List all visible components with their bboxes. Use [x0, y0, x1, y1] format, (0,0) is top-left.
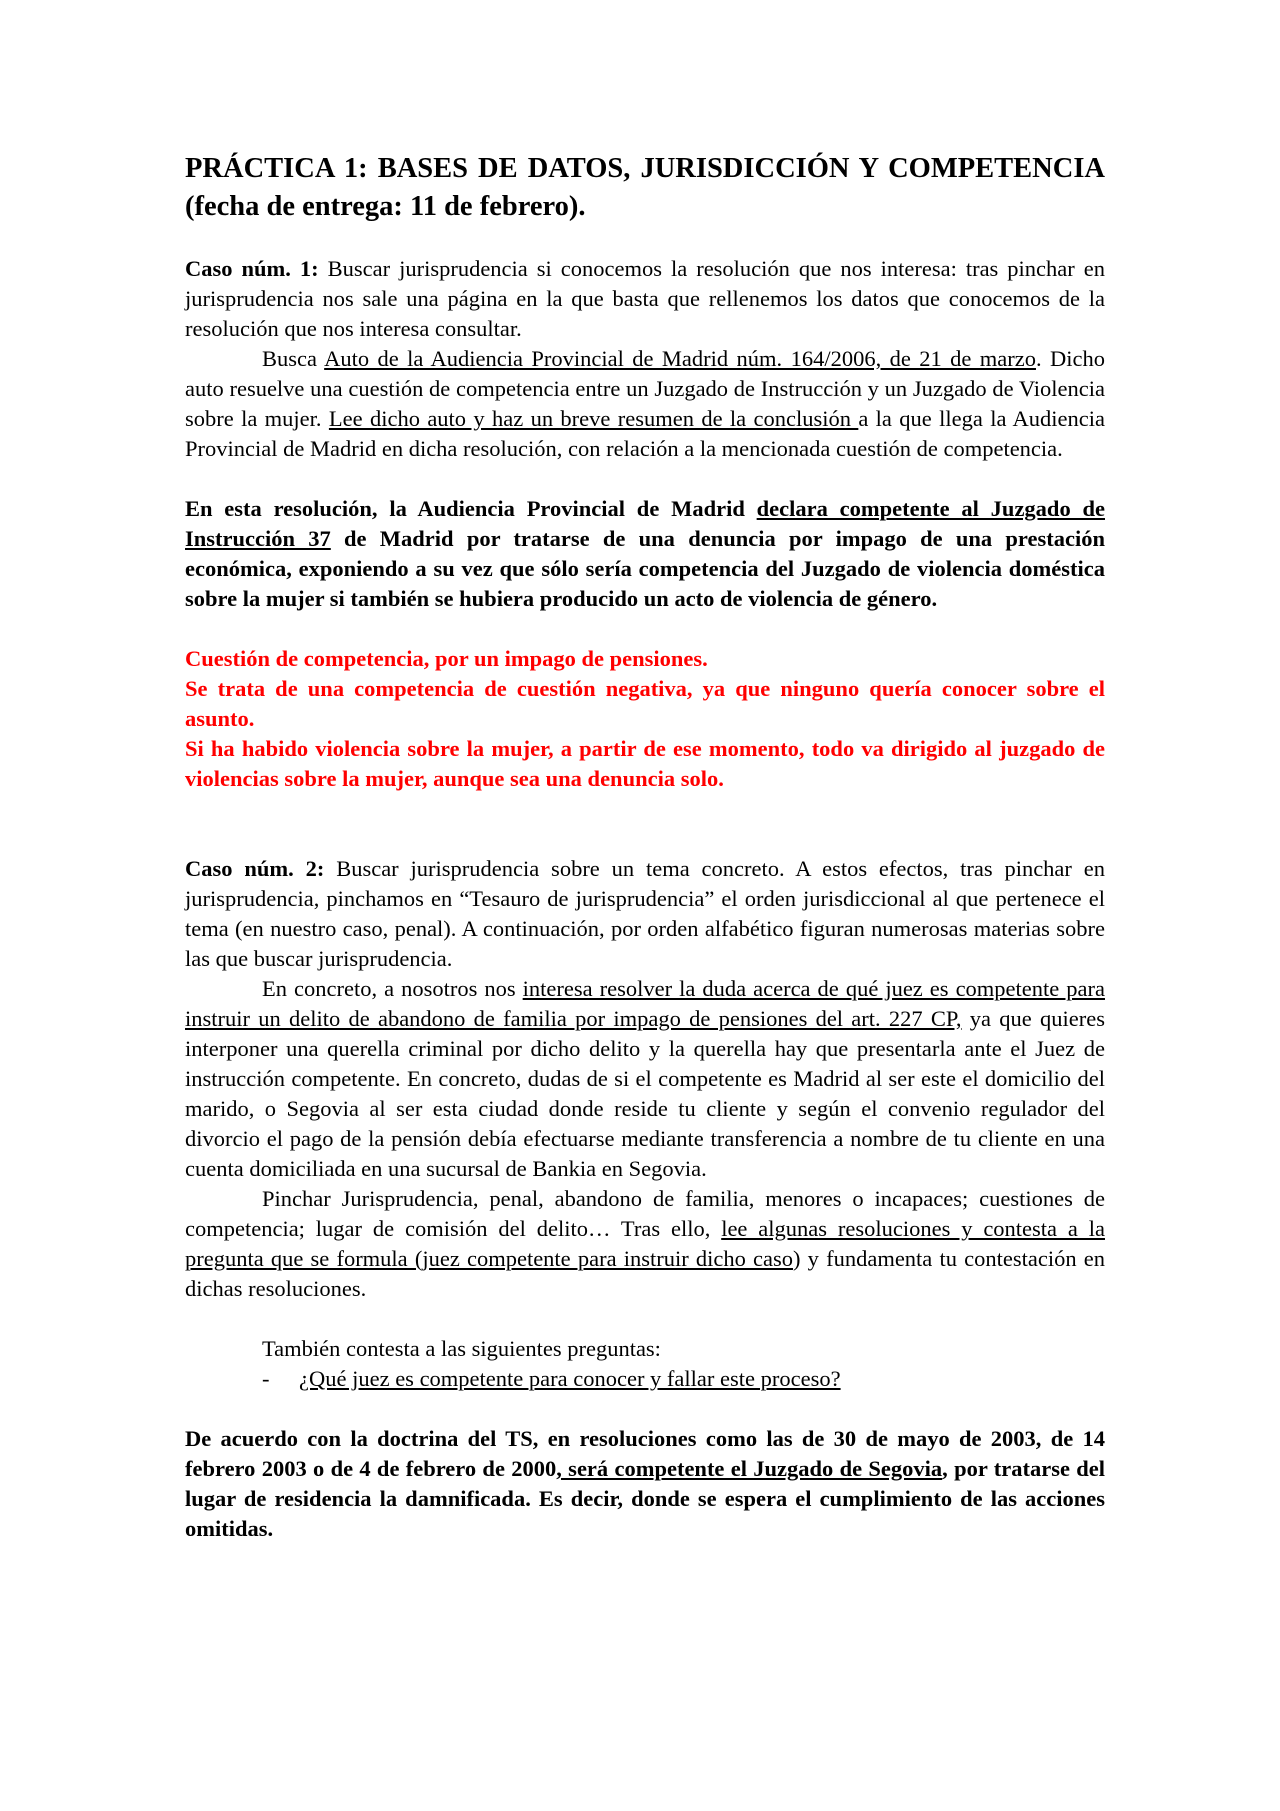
caso2-question: ¿Qué juez es competente para conocer y fallar este proceso? [299, 1366, 841, 1391]
caso2-context: En concreto, a nosotros nos interesa resolver la duda acerca de qué juez es competente para instruir un delito de abandono de familia por impago de pensiones del art. 227 CP, ya que quieres interponer una querella criminal por dicho delito y la querella hay que presentarla ante el Juez de instrucción competente. En concreto, dudas de si el competente es Madrid al ser este el domicilio del marido, o Segovia al ser esta ciudad donde reside tu cliente y según el convenio regulador del divorcio el pago de la pensión debía efectuarse mediante transferencia a nombre de tu cliente en una cuenta domiciliada en una sucursal de Bankia en Segovia. [185, 976, 1105, 1181]
caso1-note: Cuestión de competencia, por un impago de pensiones. [185, 646, 708, 671]
caso2-label: Caso núm. 2: [185, 856, 325, 881]
caso2-question-focus: interesa resolver la duda acerca de qué juez es competente para instruir un delito de abandono de familia por impago de pensiones del art. 227 CP, [185, 976, 1105, 1031]
bullet-dash: - [262, 1366, 270, 1391]
caso1-note: Se trata de una competencia de cuestión negativa, ya que ninguno quería conocer sobre el asunto. [185, 676, 1105, 731]
caso1-intro: Caso núm. 1: Buscar jurisprudencia si conocemos la resolución que nos interesa: tras pinchar en jurisprudencia nos sale una página en la que basta que rellenemos los datos que conocemos de la resolución que nos interesa consultar. [185, 256, 1105, 341]
caso2-questions-intro: También contesta a las siguientes preguntas: [262, 1336, 661, 1361]
caso2-answer: De acuerdo con la doctrina del TS, en resoluciones como las de 30 de mayo de 2003, de 14 febrero 2003 o de 4 de febrero de 2000, será competente el Juzgado de Segovia, por tratarse del lugar de residencia la damnificada. Es decir, donde se espera el cumplimiento de las acciones omitidas. [185, 1426, 1106, 1541]
caso1-auto-reference: Auto de la Audiencia Provincial de Madrid núm. 164/2006, de 21 de marzo [324, 346, 1036, 371]
caso2-answer-key: , será competente el Juzgado de Segovia [556, 1456, 943, 1481]
caso2-instructions: Pinchar Jurisprudencia, penal, abandono de familia, menores o incapaces; cuestiones de competencia; lugar de comisión del delito… Tras ello, lee algunas resoluciones y contesta a la pregunta que se formula (juez competente para instruir dicho caso) y fundamenta tu contestación en dichas resoluciones. [185, 1186, 1105, 1301]
caso1-label: Caso núm. 1: [185, 256, 319, 281]
caso1-note: Si ha habido violencia sobre la mujer, a partir de ese momento, todo va dirigido al juzgado de violencias sobre la mujer, aunque sea una denuncia solo. [185, 736, 1105, 791]
caso1-answer-key: declara competente al Juzgado de Instrucción 37 [185, 496, 1105, 551]
caso2-question-item [262, 1364, 1105, 1394]
caso1-instructions: Busca Auto de la Audiencia Provincial de Madrid núm. 164/2006, de 21 de marzo. Dicho auto resuelve una cuestión de competencia entre un Juzgado de Instrucción y un Juzgado de Violencia sobre la mujer. Lee dicho auto y haz un breve resumen de la conclusión a la que llega la Audiencia Provincial de Madrid en dicha resolución, con relación a la mencionada cuestión de competencia. [185, 346, 1105, 461]
caso2-task: lee algunas resoluciones y contesta a la pregunta que se formula (juez competente para instruir dicho caso [185, 1216, 1105, 1271]
caso2-intro: Caso núm. 2: Buscar jurisprudencia sobre un tema concreto. A estos efectos, tras pinchar en jurisprudencia, pinchamos en “Tesauro de jurisprudencia” el orden jurisdiccional al que pertenece el tema (en nuestro caso, penal). A continuación, por orden alfabético figuran numerosas materias sobre las que buscar jurisprudencia. [185, 856, 1105, 971]
caso1-task: Lee dicho auto y haz un breve resumen de la conclusión [328, 406, 859, 431]
caso1-answer: En esta resolución, la Audiencia Provincial de Madrid declara competente al Juzgado de Instrucción 37 de Madrid por tratarse de una denuncia por impago de una prestación económica, exponiendo a su vez que sólo sería competencia del Juzgado de violencia doméstica sobre la mujer si también se hubiera producido un acto de violencia de género. [185, 496, 1105, 611]
document-title: PRÁCTICA 1: BASES DE DATOS, JURISDICCIÓN Y COMPETENCIA (fecha de entrega: 11 de febrero). [185, 153, 1105, 222]
